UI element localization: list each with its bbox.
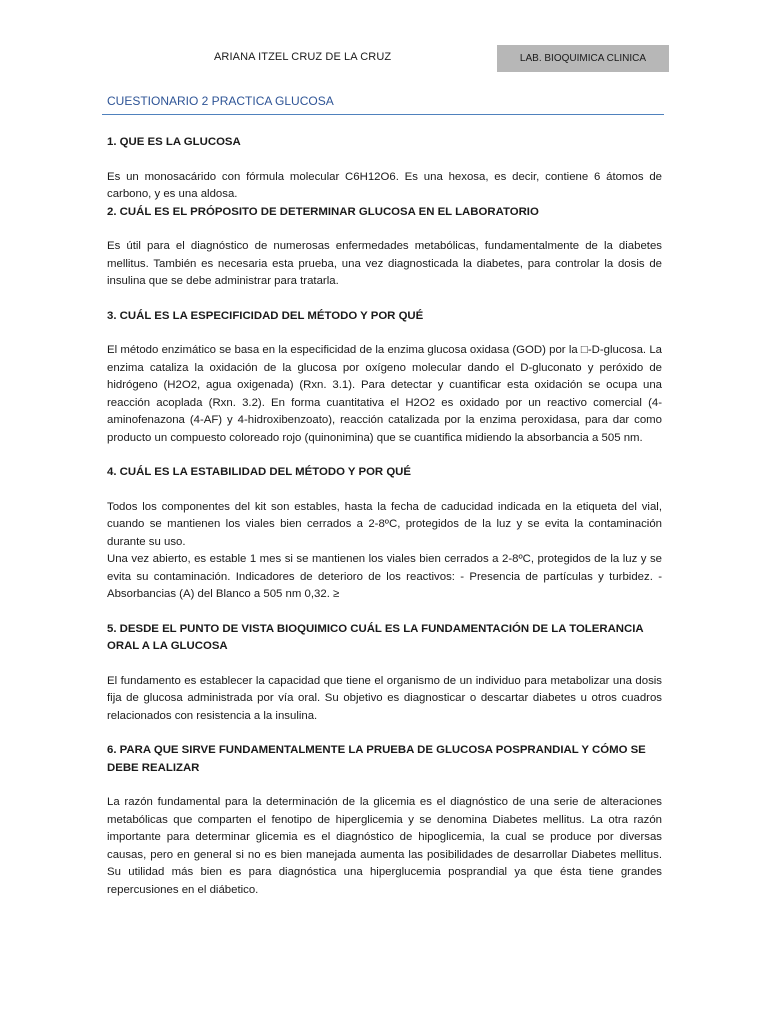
question-4-heading: 4. CUÁL ES LA ESTABILIDAD DEL MÉTODO Y POR QUÉ xyxy=(107,466,412,478)
answer-4-paragraph-2: Una vez abierto, es estable 1 mes si se mantienen los viales bien cerrados a 2-8ºC, protegidos de la luz y se evita su contaminación. Indicadores de deterioro de los reactivos: - Presencia de partículas y turbidez. - Absorbancias (A) del Blanco a 505 nm 0,32. ≥ xyxy=(107,553,662,600)
spacer xyxy=(107,291,662,308)
questionnaire-body xyxy=(107,119,662,899)
spacer xyxy=(107,325,662,342)
spacer xyxy=(107,152,662,169)
spacer xyxy=(107,119,662,134)
question-1-heading: 1. QUE ES LA GLUCOSA xyxy=(107,136,241,148)
answer-4-paragraph-1: Todos los componentes del kit son estables, hasta la fecha de caducidad indicada en la etiqueta del vial, cuando se mantienen los viales bien cerrados a 2-8ºC, protegidos de la luz y se evita la contaminación durante su uso. xyxy=(107,500,662,548)
question-2-heading: 2. CUÁL ES EL PRÓPOSITO DE DETERMINAR GLUCOSA EN EL LABORATORIO xyxy=(107,205,539,218)
spacer xyxy=(107,604,662,621)
answer-1-paragraph: Es un monosacárido con fórmula molecular C6H12O6. Es una hexosa, es decir, contiene 6 átomos de carbono, y es una aldosa. xyxy=(107,170,662,200)
question-3-heading: 3. CUÁL ES LA ESPECIFICIDAD DEL MÉTODO Y POR QUÉ xyxy=(107,309,424,322)
answer-5-paragraph: El fundamento es establecer la capacidad que tiene el organismo de un individuo para metabolizar una dosis fija de glucosa administrada por vía oral. Su objetivo es diagnosticar o descartar diabetes u otros cuadros relacionados con resistencia a la insulina. xyxy=(107,674,662,722)
answer-4 xyxy=(107,499,662,604)
question-5-heading: 5. DESDE EL PUNTO DE VISTA BIOQUIMICO CUÁL ES LA FUNDAMENTACIÓN DE LA TOLERANCIA ORAL A LA GLUCOSA xyxy=(107,622,644,652)
answer-6-paragraph: La razón fundamental para la determinación de la glicemia es el diagnóstico de una serie de alteraciones metabólicas que comparten el fenotipo de hiperglicemia y se denomina Diabetes mellitus. La otra razón importante para determinar glicemia es el diagnóstico de hipoglicemia, la cual se produce por diversas causas, pero en general si no es bien manejada aumenta las posibilidades de desarrollar Diabetes mellitus. Su utilidad más bien es para diagnóstica una hiperglucemia posprandial ya que ésta tiene grandes repercusiones en el diábetico. xyxy=(107,796,662,896)
spacer xyxy=(107,482,662,499)
answer-5 xyxy=(107,673,662,726)
answer-2-paragraph: Es útil para el diagnóstico de numerosas enfermedades metabólicas, fundamentalmente de la diabetes mellitus. También es necesaria esta prueba, una vez diagnosticada la diabetes, para controlar la dosis de insulina que se debe administrar para tratarla. xyxy=(107,240,662,287)
spacer xyxy=(107,656,662,673)
answer-3-paragraph: El método enzimático se basa en la especificidad de la enzima glucosa oxidasa (GOD) por la □-D-glucosa. La enzima cataliza la oxidación de la glucosa por oxígeno molecular dando el D-gluconato y peróxido de hidrógeno (H2O2, agua oxigenada) (Rxn. 3.1). Para detectar y cuantificar esta oxidación se ocupa una reacción acoplada (Rxn. 3.2). En forma cuantitativa el H2O2 es oxidado por un reactivo comercial (4-aminofenazona (4-AF) y 4-hidroxibenzoato), reacción catalizada por la enzima peroxidasa, para dar como producto un compuesto coloreado rojo (quinonimina) que se cuantifica midiendo la absorbancia a 505 nm. xyxy=(107,344,662,444)
document-title: CUESTIONARIO 2 PRACTICA GLUCOSA xyxy=(107,94,334,108)
header-lab-badge: LAB. BIOQUIMICA CLINICA xyxy=(497,45,669,72)
question-6-heading: 6. PARA QUE SIRVE FUNDAMENTALMENTE LA PRUEBA DE GLUCOSA POSPRANDIAL Y CÓMO SE DEBE REALIZAR xyxy=(107,744,646,774)
answer-6 xyxy=(107,794,662,899)
answer-2 xyxy=(107,238,662,291)
header-author: ARIANA ITZEL CRUZ DE LA CRUZ xyxy=(214,51,392,63)
spacer xyxy=(107,447,662,464)
spacer xyxy=(107,725,662,742)
answer-3 xyxy=(107,342,662,447)
answer-1 xyxy=(107,169,662,204)
spacer xyxy=(107,777,662,794)
title-rule xyxy=(102,114,664,115)
spacer xyxy=(107,221,662,238)
